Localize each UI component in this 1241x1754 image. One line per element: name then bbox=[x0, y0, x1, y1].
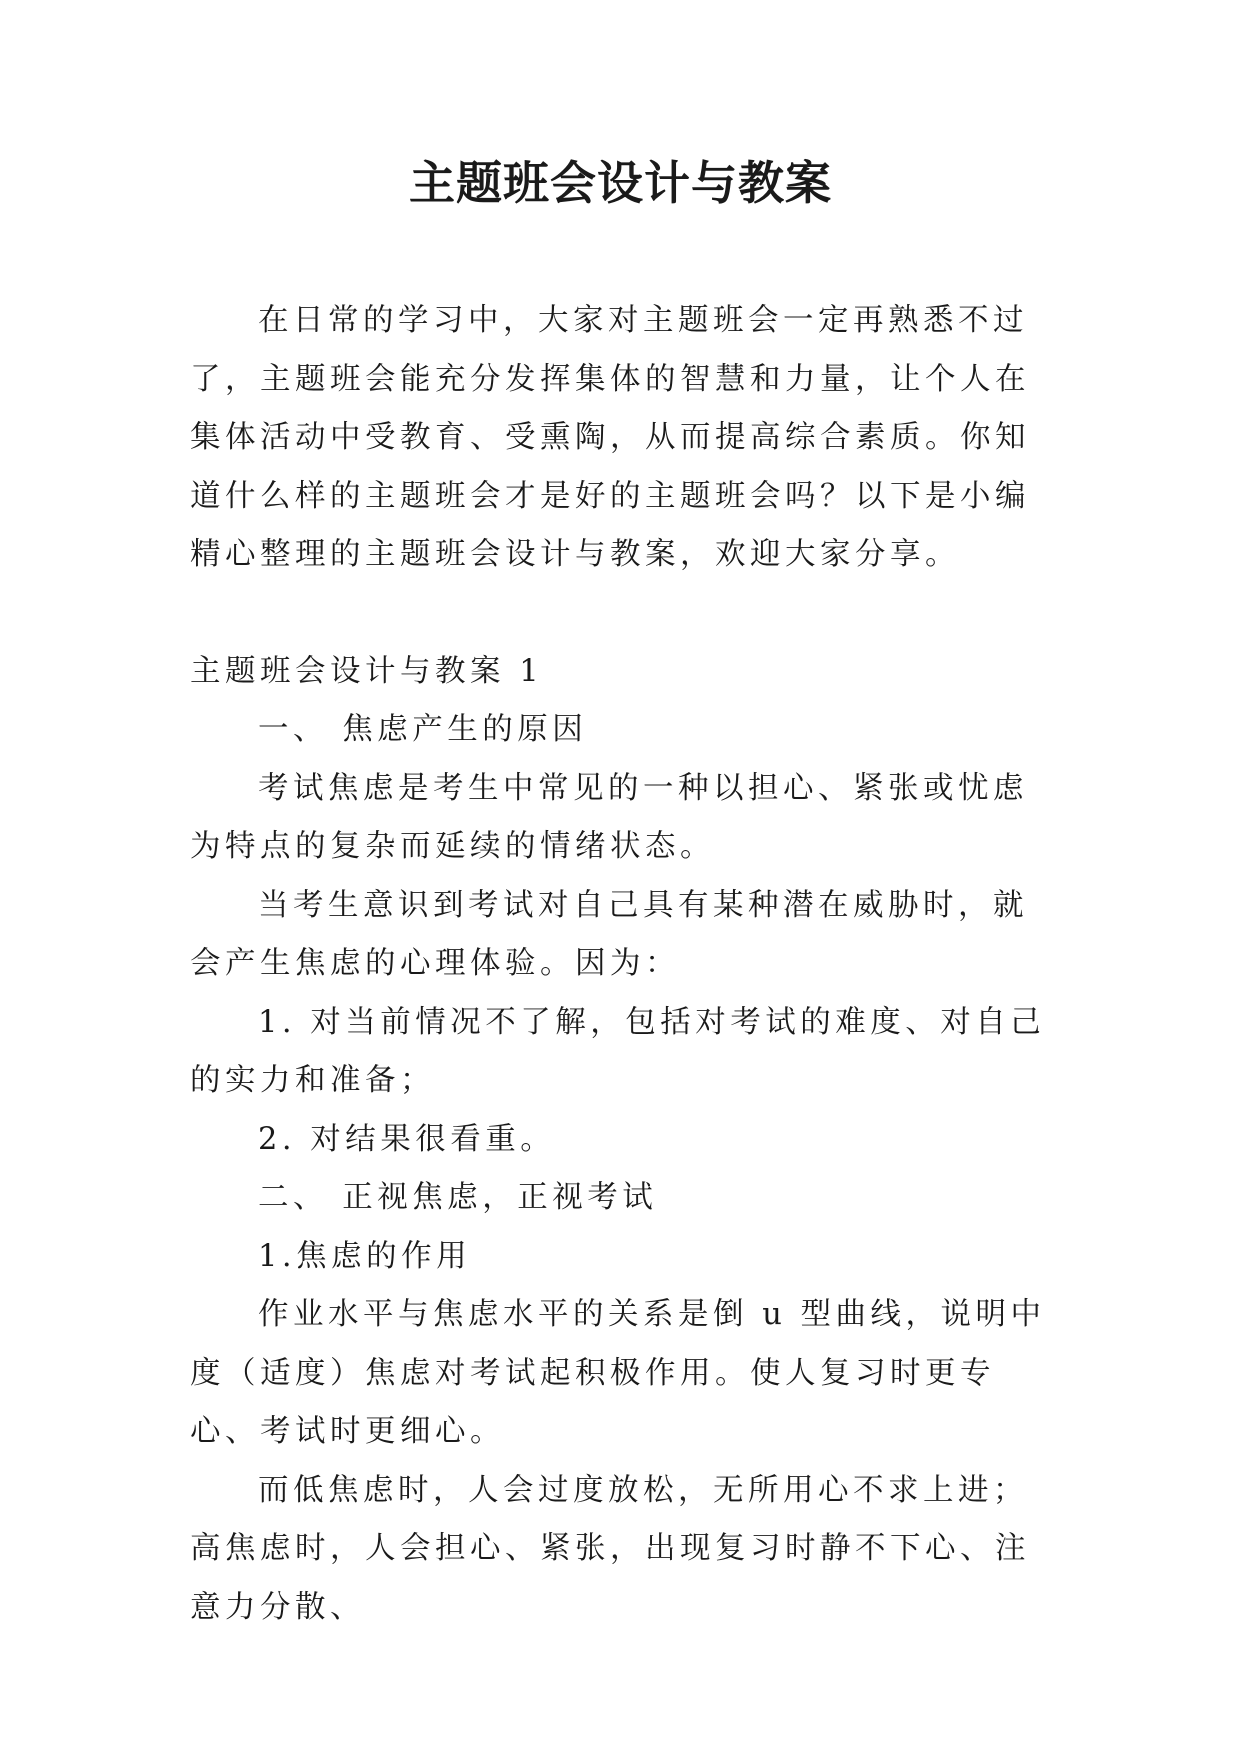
heading-causes: 一、 焦虑产生的原因 bbox=[258, 712, 588, 747]
intro-paragraph: 在日常的学习中，大家对主题班会一定再熟悉不过了，主题班会能充分发挥集体的智慧和力量，让个人在集体活动中受教育、受熏陶，从而提高综合素质。你知道什么样的主题班会才是好的主题班会吗？以下是小编精心整理的主题班会设计与教案，欢迎大家分享。 bbox=[190, 303, 1030, 572]
section-heading: 主题班会设计与教案 1 bbox=[190, 653, 544, 689]
list-item-2: 2. 对结果很看重。 bbox=[258, 1121, 556, 1157]
paragraph-low-high: 而低焦虑时，人会过度放松，无所用心不求上进；高焦虑时，人会担心、紧张，出现复习时静不下心、注意力分散、 bbox=[190, 1472, 1030, 1625]
paragraph-definition: 考试焦虑是考生中常见的一种以担心、紧张或忧虑为特点的复杂而延续的情绪状态。 bbox=[190, 770, 1028, 864]
sub-heading-effect: 1.焦虑的作用 bbox=[258, 1238, 472, 1274]
document-title: 主题班会设计与教案 bbox=[409, 156, 832, 210]
heading-face-anxiety: 二、 正视焦虑，正视考试 bbox=[258, 1180, 658, 1215]
list-item-1: 1. 对当前情况不了解，包括对考试的难度、对自己的实力和准备； bbox=[190, 1004, 1046, 1098]
document-body bbox=[190, 292, 1060, 1637]
paragraph-threat: 当考生意识到考试对自己具有某种潜在威胁时，就会产生焦虑的心理体验。因为： bbox=[190, 887, 1028, 981]
paragraph-u-curve: 作业水平与焦虑水平的关系是倒 u 型曲线，说明中度（适度）焦虑对考试起积极作用。使人复习时更专心、考试时更细心。 bbox=[190, 1297, 1046, 1449]
